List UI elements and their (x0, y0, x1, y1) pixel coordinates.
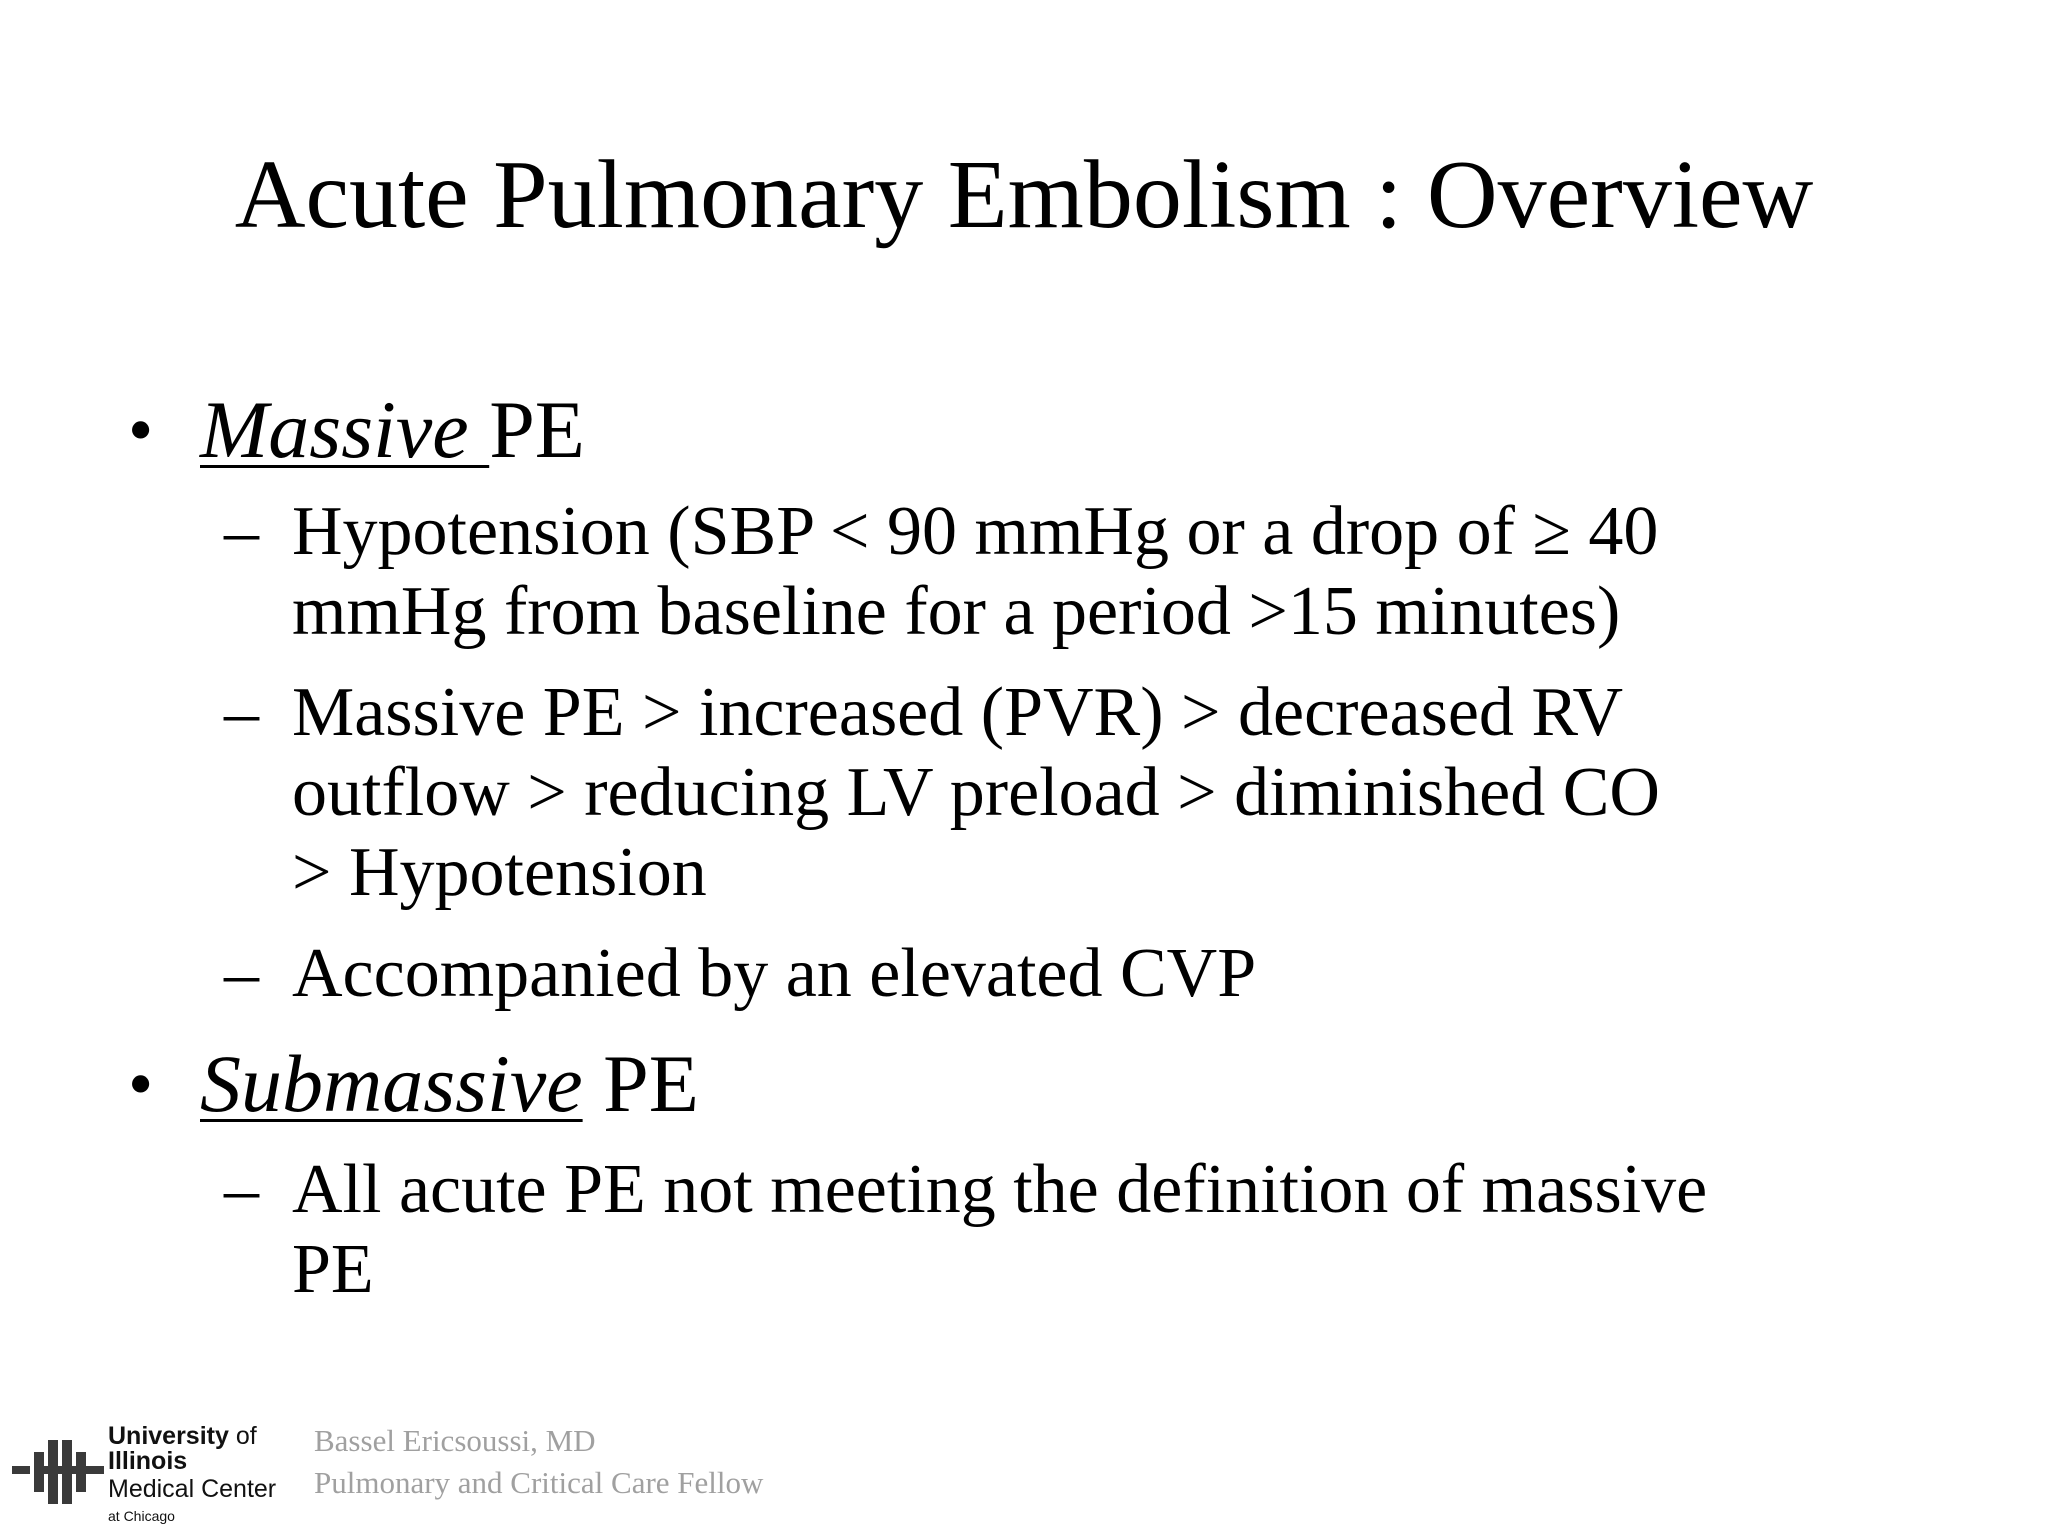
bullet-term: Massive (200, 384, 490, 475)
dash-glyph: – (224, 674, 259, 751)
bullet-text: PE (489, 384, 585, 475)
slide-footer (0, 1400, 2048, 1536)
bullet-glyph: • (128, 390, 154, 470)
logo-medical-center: Medical Center (108, 1475, 277, 1503)
bullet-text: PE (582, 1038, 699, 1129)
sub-bullet-line: > Hypotension (292, 834, 707, 911)
sub-bullet-line: outflow > reducing LV preload > diminished CO (292, 754, 1660, 831)
logo-at-chicago: at Chicago (108, 1508, 175, 1524)
sub-bullet-line: All acute PE not meeting the definition of massive (292, 1151, 1708, 1228)
bullet-glyph: • (128, 1044, 154, 1124)
logo-illinois: Illinois (108, 1447, 188, 1475)
dash-glyph: – (224, 493, 259, 570)
sub-bullet-line: Hypotension (SBP < 90 mmHg or a drop of ≥ 40 (292, 493, 1659, 570)
university-logo-mark-icon (12, 1440, 104, 1504)
presenter-name: Bassel Ericsoussi, MD (314, 1423, 596, 1458)
dash-glyph: – (224, 935, 259, 1012)
sub-bullet-line: Massive PE > increased (PVR) > decreased RV (292, 674, 1624, 751)
sub-bullet-line: mmHg from baseline for a period >15 minutes) (292, 573, 1621, 650)
dash-glyph: – (224, 1151, 259, 1228)
slide-title: Acute Pulmonary Embolism : Overview (234, 141, 1814, 249)
sub-bullet-line: Accompanied by an elevated CVP (292, 935, 1257, 1012)
presenter-info (314, 1420, 763, 1504)
logo-of: of (228, 1422, 257, 1450)
university-logo (12, 1424, 312, 1524)
sub-bullet-line: PE (292, 1231, 374, 1308)
bullet-term: Submassive (200, 1038, 583, 1129)
presenter-role: Pulmonary and Critical Care Fellow (314, 1465, 764, 1500)
logo-university: University (108, 1422, 229, 1450)
